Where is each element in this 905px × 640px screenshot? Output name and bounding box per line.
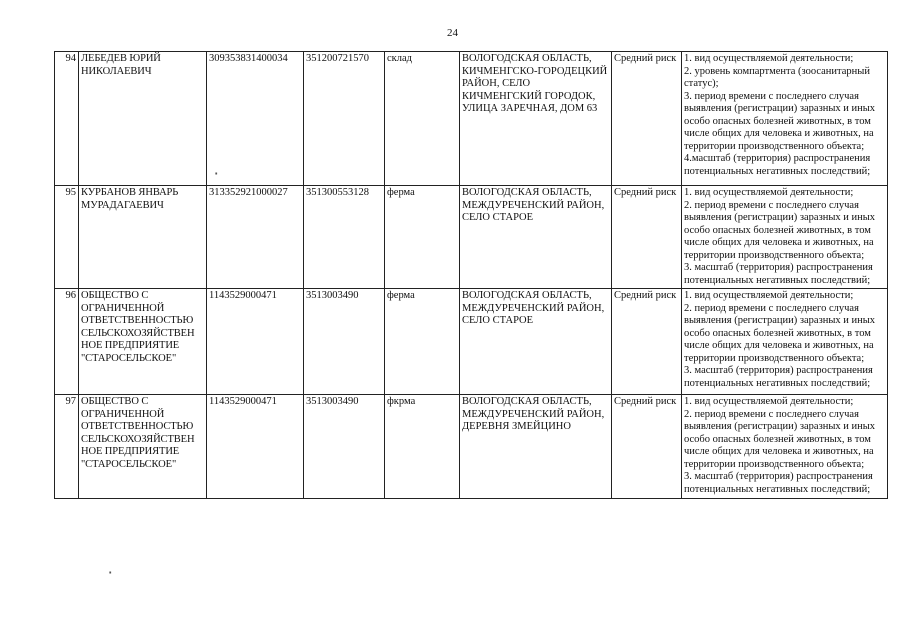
entity-name: ОБЩЕСТВО С ОГРАНИЧЕННОЙ ОТВЕТСТВЕННОСТЬЮ СЕЛЬСКОХОЗЯЙСТВЕН НОЕ ПРЕДПРИЯТИЕ "СТАРОСЕЛЬСКОЕ": [79, 395, 207, 499]
ogrn-cell: 309353831400034: [207, 52, 304, 186]
address-cell: ВОЛОГОДСКАЯ ОБЛАСТЬ, КИЧМЕНГСКО-ГОРОДЕЦКИЙ РАЙОН, СЕЛО КИЧМЕНГСКИЙ ГОРОДОК, УЛИЦА ЗАРЕЧНАЯ, ДОМ 63: [460, 52, 612, 186]
criteria-item: 4.масштаб (территория) распространения потенциальных негативных последствий;: [684, 153, 871, 177]
scan-speck: ⬝: [109, 567, 112, 577]
table-row: [55, 52, 888, 186]
object-type-cell: фкрма: [385, 395, 460, 499]
table-row: [55, 186, 888, 289]
risk-cell: Средний риск: [612, 289, 682, 395]
registry-rows: [55, 52, 888, 499]
inn-cell: 3513003490: [304, 289, 385, 395]
criteria-item: 2. период времени с последнего случая выявления (регистрации) заразных и иных особо опасных болезней животных, в том числе общих для человека и животных, на территории производственного объекта;: [684, 408, 876, 470]
criteria-item: 3. масштаб (территория) распространения потенциальных негативных последствий;: [684, 471, 873, 495]
risk-cell: Средний риск: [612, 186, 682, 289]
inn-cell: 351200721570: [304, 52, 385, 186]
criteria-item: 1. вид осуществляемой деятельности;: [684, 53, 854, 64]
table-row: [55, 289, 888, 395]
inn-cell: 3513003490: [304, 395, 385, 499]
address-cell: ВОЛОГОДСКАЯ ОБЛАСТЬ, МЕЖДУРЕЧЕНСКИЙ РАЙОН, СЕЛО СТАРОЕ: [460, 186, 612, 289]
address-cell: ВОЛОГОДСКАЯ ОБЛАСТЬ, МЕЖДУРЕЧЕНСКИЙ РАЙОН, СЕЛО СТАРОЕ: [460, 289, 612, 395]
criteria-item: 1. вид осуществляемой деятельности;: [684, 396, 854, 407]
criteria-item: 3. масштаб (территория) распространения потенциальных негативных последствий;: [684, 365, 873, 389]
risk-cell: Средний риск: [612, 395, 682, 499]
entity-name: КУРБАНОВ ЯНВАРЬ МУРАДАГАЕВИЧ: [79, 186, 207, 289]
risk-cell: Средний риск: [612, 52, 682, 186]
entity-name: ОБЩЕСТВО С ОГРАНИЧЕННОЙ ОТВЕТСТВЕННОСТЬЮ СЕЛЬСКОХОЗЯЙСТВЕН НОЕ ПРЕДПРИЯТИЕ "СТАРОСЕЛЬСКОЕ": [79, 289, 207, 395]
scan-speck: ⬝: [215, 168, 218, 178]
object-type-cell: ферма: [385, 186, 460, 289]
row-number: 94: [55, 52, 79, 186]
ogrn-cell: 1143529000471: [207, 289, 304, 395]
criteria-item: 2. период времени с последнего случая выявления (регистрации) заразных и иных особо опасных болезней животных, в том числе общих для человека и животных, на территории производственного объекта;: [684, 302, 876, 364]
criteria-item: 3. масштаб (территория) распространения потенциальных негативных последствий;: [684, 262, 873, 286]
object-type-cell: склад: [385, 52, 460, 186]
entity-name: ЛЕБЕДЕВ ЮРИЙ НИКОЛАЕВИЧ: [79, 52, 207, 186]
row-number: 95: [55, 186, 79, 289]
page-number: 24: [447, 27, 458, 39]
criteria-item: 3. период времени с последнего случая выявления (регистрации) заразных и иных особо опасных болезней животных, в том числе общих для человека и животных, на территории производственного объекта;: [684, 90, 876, 152]
criteria-item: 1. вид осуществляемой деятельности;: [684, 187, 854, 198]
address-cell: ВОЛОГОДСКАЯ ОБЛАСТЬ, МЕЖДУРЕЧЕНСКИЙ РАЙОН, ДЕРЕВНЯ ЗМЕЙЦИНО: [460, 395, 612, 499]
row-number: 96: [55, 289, 79, 395]
criteria-item: 2. период времени с последнего случая выявления (регистрации) заразных и иных особо опасных болезней животных, в том числе общих для человека и животных, на территории производственного объекта;: [684, 199, 876, 261]
ogrn-cell: 313352921000027: [207, 186, 304, 289]
criteria-cell: [682, 52, 888, 186]
criteria-item: 2. уровень компартмента (зоосанитарный статус);: [684, 65, 870, 89]
criteria-item: 1. вид осуществляемой деятельности;: [684, 290, 854, 301]
row-number: 97: [55, 395, 79, 499]
table-row: [55, 395, 888, 499]
criteria-cell: [682, 395, 888, 499]
inn-cell: 351300553128: [304, 186, 385, 289]
criteria-cell: [682, 289, 888, 395]
criteria-cell: [682, 186, 888, 289]
object-type-cell: ферма: [385, 289, 460, 395]
registry-table: [54, 51, 888, 499]
ogrn-cell: 1143529000471: [207, 395, 304, 499]
